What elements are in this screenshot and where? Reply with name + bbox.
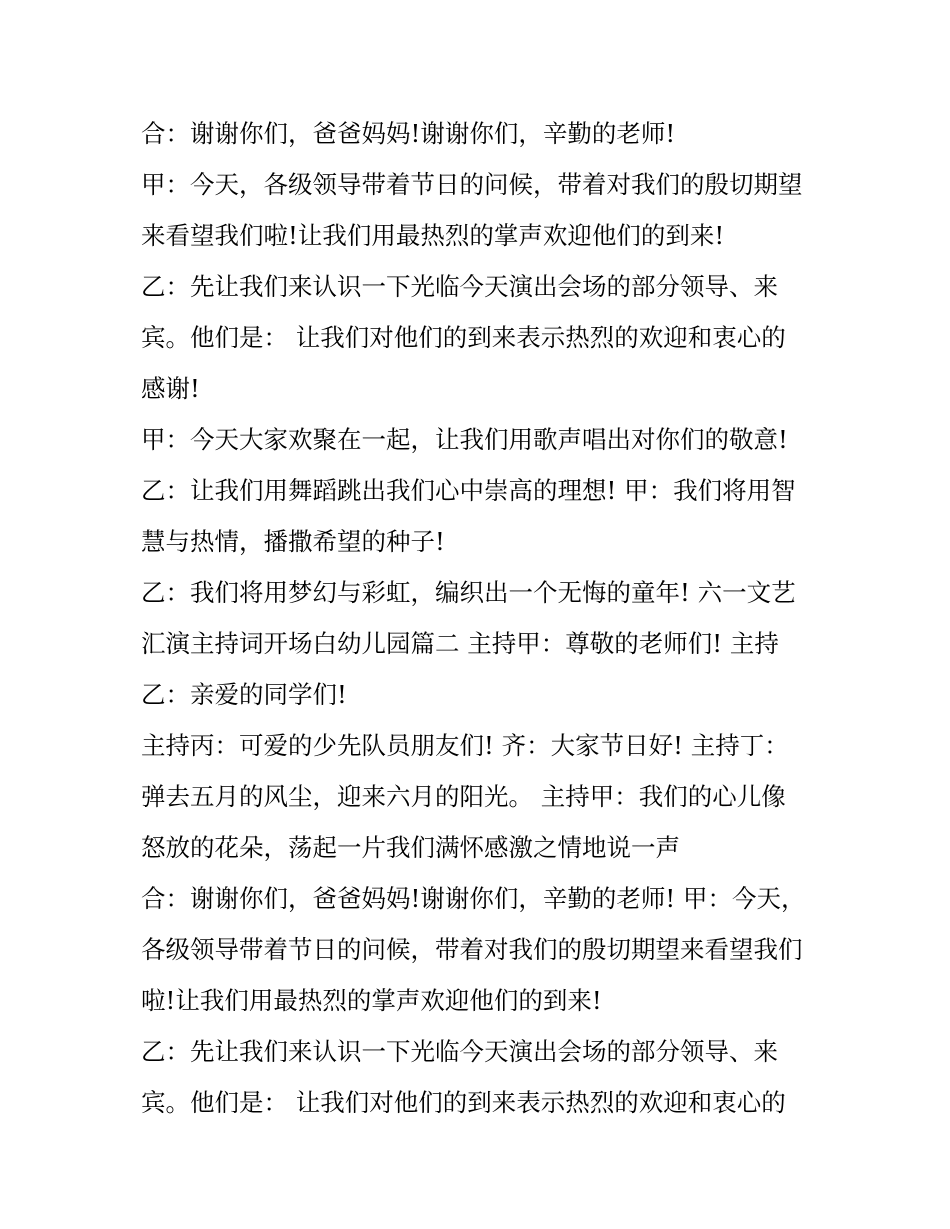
text-line: 乙：让我们用舞蹈跳出我们心中崇高的理想! 甲：我们将用智 [141, 476, 796, 505]
text-line: 感谢! [141, 374, 200, 403]
text-line: 主持丙：可爱的少先队员朋友们! 齐：大家节日好! 主持丁： [141, 731, 789, 760]
text-line: 慧与热情，播撒希望的种子! [141, 527, 445, 556]
text-line: 合：谢谢你们，爸爸妈妈!谢谢你们，辛勤的老师! [141, 119, 676, 148]
text-line: 甲：今天大家欢聚在一起，让我们用歌声唱出对你们的敬意! [141, 425, 788, 454]
text-line: 乙：亲爱的同学们! [141, 680, 347, 709]
text-line: 各级领导带着节日的问候，带着对我们的殷切期望来看望我们 [141, 935, 803, 964]
text-line: 宾。他们是： 让我们对他们的到来表示热烈的欢迎和衷心的 [141, 323, 786, 352]
text-line: 宾。他们是： 让我们对他们的到来表示热烈的欢迎和衷心的 [141, 1088, 786, 1117]
document-body [141, 108, 821, 1128]
text-line: 乙：先让我们来认识一下光临今天演出会场的部分领导、来 [141, 1037, 778, 1066]
text-line: 来看望我们啦!让我们用最热烈的掌声欢迎他们的到来! [141, 221, 725, 250]
text-line: 乙：我们将用梦幻与彩虹，编织出一个无悔的童年! 六一文艺 [141, 578, 796, 607]
text-line: 合：谢谢你们，爸爸妈妈!谢谢你们，辛勤的老师! 甲：今天， [141, 884, 806, 913]
text-line: 怒放的花朵，荡起一片我们满怀感激之情地说一声 [141, 833, 680, 862]
text-line: 汇演主持词开场白幼儿园篇二 主持甲：尊敬的老师们! 主持 [141, 629, 779, 658]
text-line: 弹去五月的风尘，迎来六月的阳光。 主持甲：我们的心儿像 [141, 782, 786, 811]
text-line: 啦!让我们用最热烈的掌声欢迎他们的到来! [141, 986, 602, 1015]
text-line: 甲：今天，各级领导带着节日的问候，带着对我们的殷切期望 [141, 170, 803, 199]
text-line: 乙：先让我们来认识一下光临今天演出会场的部分领导、来 [141, 272, 778, 301]
